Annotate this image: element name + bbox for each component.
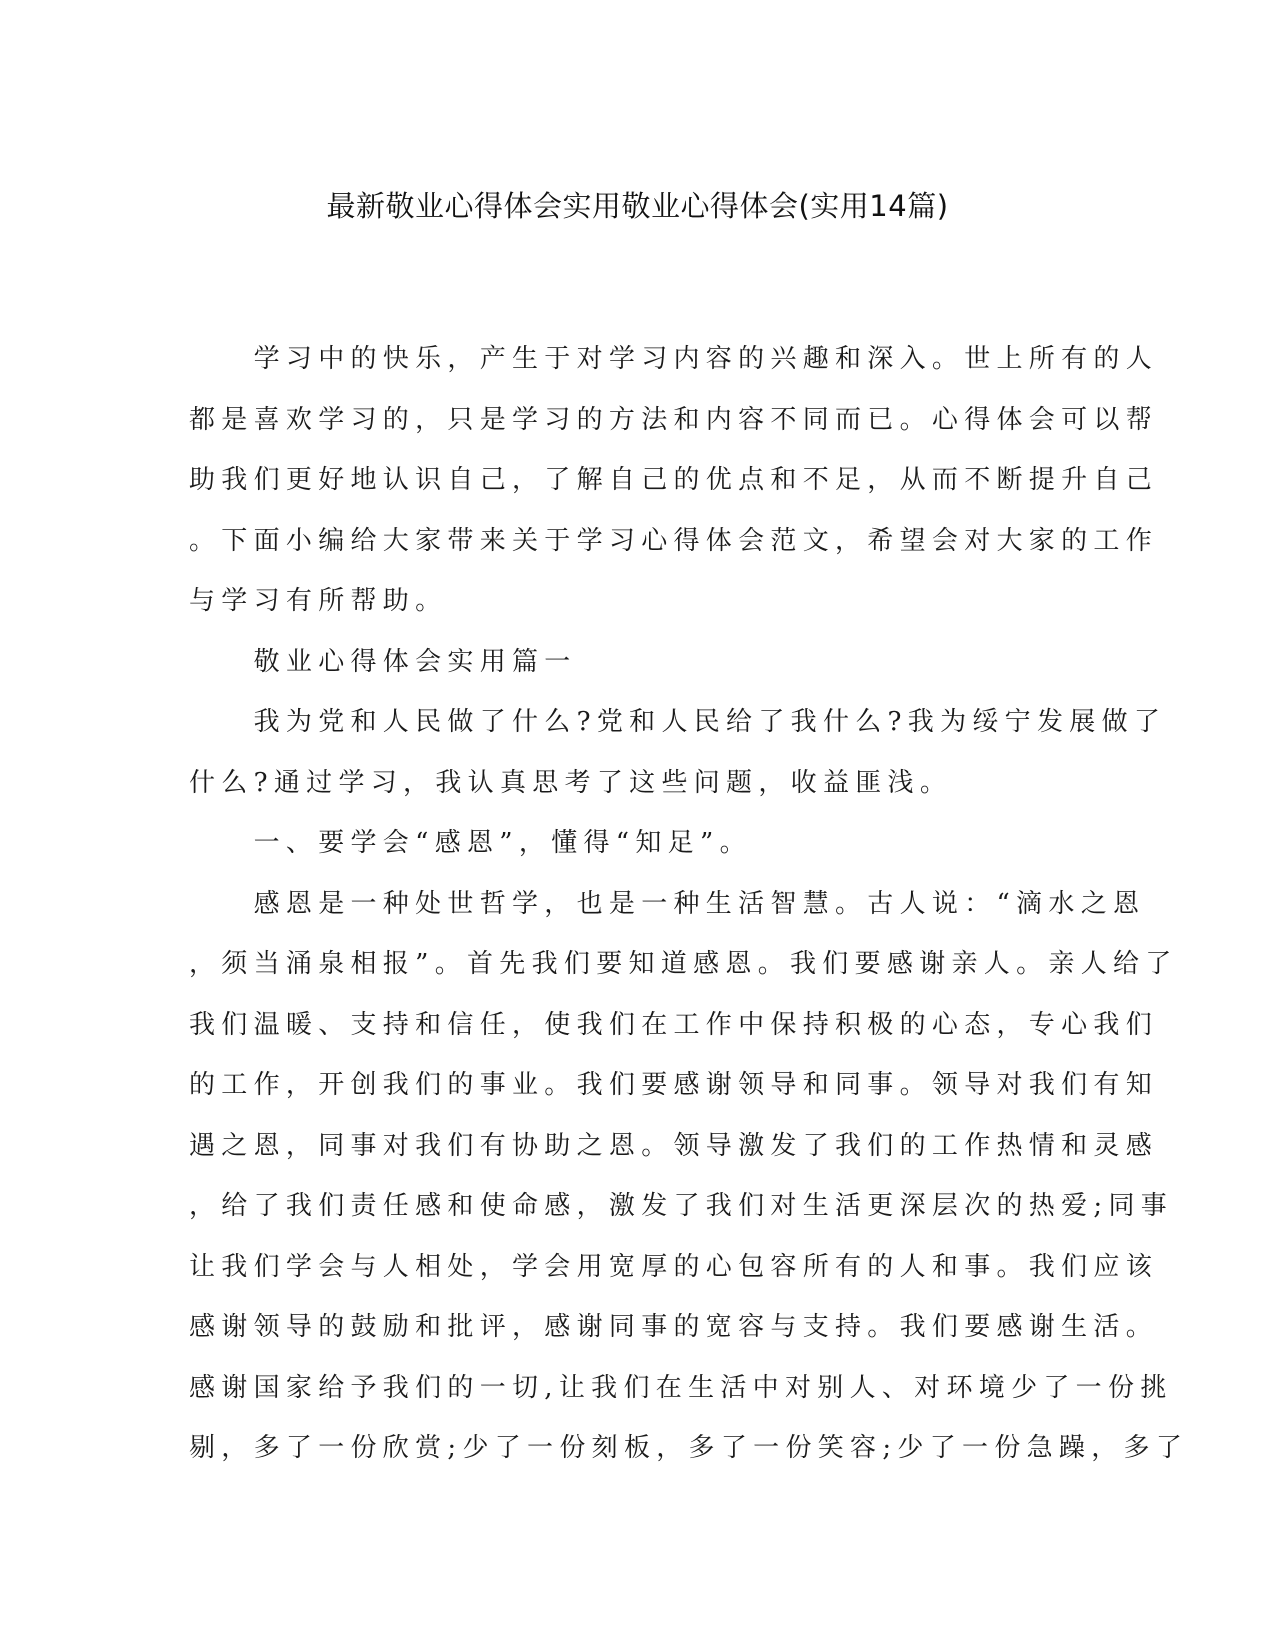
paragraph-line: 都是喜欢学习的，只是学习的方法和内容不同而已。心得体会可以帮 bbox=[189, 404, 1159, 435]
subsection-heading: 一、要学会“感恩”，懂得“知足”。 bbox=[189, 828, 752, 858]
paragraph-line: 剔，多了一份欣赏;少了一份刻板，多了一份笑容;少了一份急躁，多了 bbox=[189, 1433, 1189, 1463]
paragraph-line: 感恩是一种处世哲学，也是一种生活智慧。古人说：“滴水之恩 bbox=[189, 888, 1146, 919]
document-body bbox=[189, 329, 1189, 1479]
paragraph-line: 什么?通过学习，我认真思考了这些问题，收益匪浅。 bbox=[189, 767, 953, 798]
paragraph-line: 让我们学会与人相处，学会用宽厚的心包容所有的人和事。我们应该 bbox=[189, 1251, 1159, 1282]
paragraph-line: 与学习有所帮助。 bbox=[189, 586, 448, 616]
paragraph-line: 的工作，开创我们的事业。我们要感谢领导和同事。领导对我们有知 bbox=[189, 1070, 1159, 1100]
paragraph-line: 感谢领导的鼓励和批评，感谢同事的宽容与支持。我们要感谢生活。 bbox=[189, 1312, 1159, 1342]
paragraph-line: 我们温暖、支持和信任，使我们在工作中保持积极的心态，专心我们 bbox=[189, 1009, 1159, 1040]
document-title: 最新敬业心得体会实用敬业心得体会(实用14篇) bbox=[326, 189, 949, 223]
paragraph-line: 。下面小编给大家带来关于学习心得体会范文，希望会对大家的工作 bbox=[189, 525, 1159, 556]
paragraph-line: 遇之恩，同事对我们有协助之恩。领导激发了我们的工作热情和灵感 bbox=[189, 1130, 1159, 1161]
section-heading: 敬业心得体会实用篇一 bbox=[189, 646, 577, 677]
paragraph-line: 我为党和人民做了什么?党和人民给了我什么?我为绥宁发展做了 bbox=[189, 707, 1167, 737]
paragraph-line: 感谢国家给予我们的一切,让我们在生活中对别人、对环境少了一份挑 bbox=[189, 1372, 1173, 1403]
paragraph-line: 助我们更好地认识自己，了解自己的优点和不足，从而不断提升自己 bbox=[189, 465, 1159, 495]
paragraph-line: ，给了我们责任感和使命感，激发了我们对生活更深层次的热爱;同事 bbox=[189, 1191, 1174, 1221]
paragraph-line: ，须当涌泉相报”。首先我们要知道感恩。我们要感谢亲人。亲人给了 bbox=[189, 949, 1178, 979]
paragraph-line: 学习中的快乐，产生于对学习内容的兴趣和深入。世上所有的人 bbox=[189, 344, 1159, 374]
